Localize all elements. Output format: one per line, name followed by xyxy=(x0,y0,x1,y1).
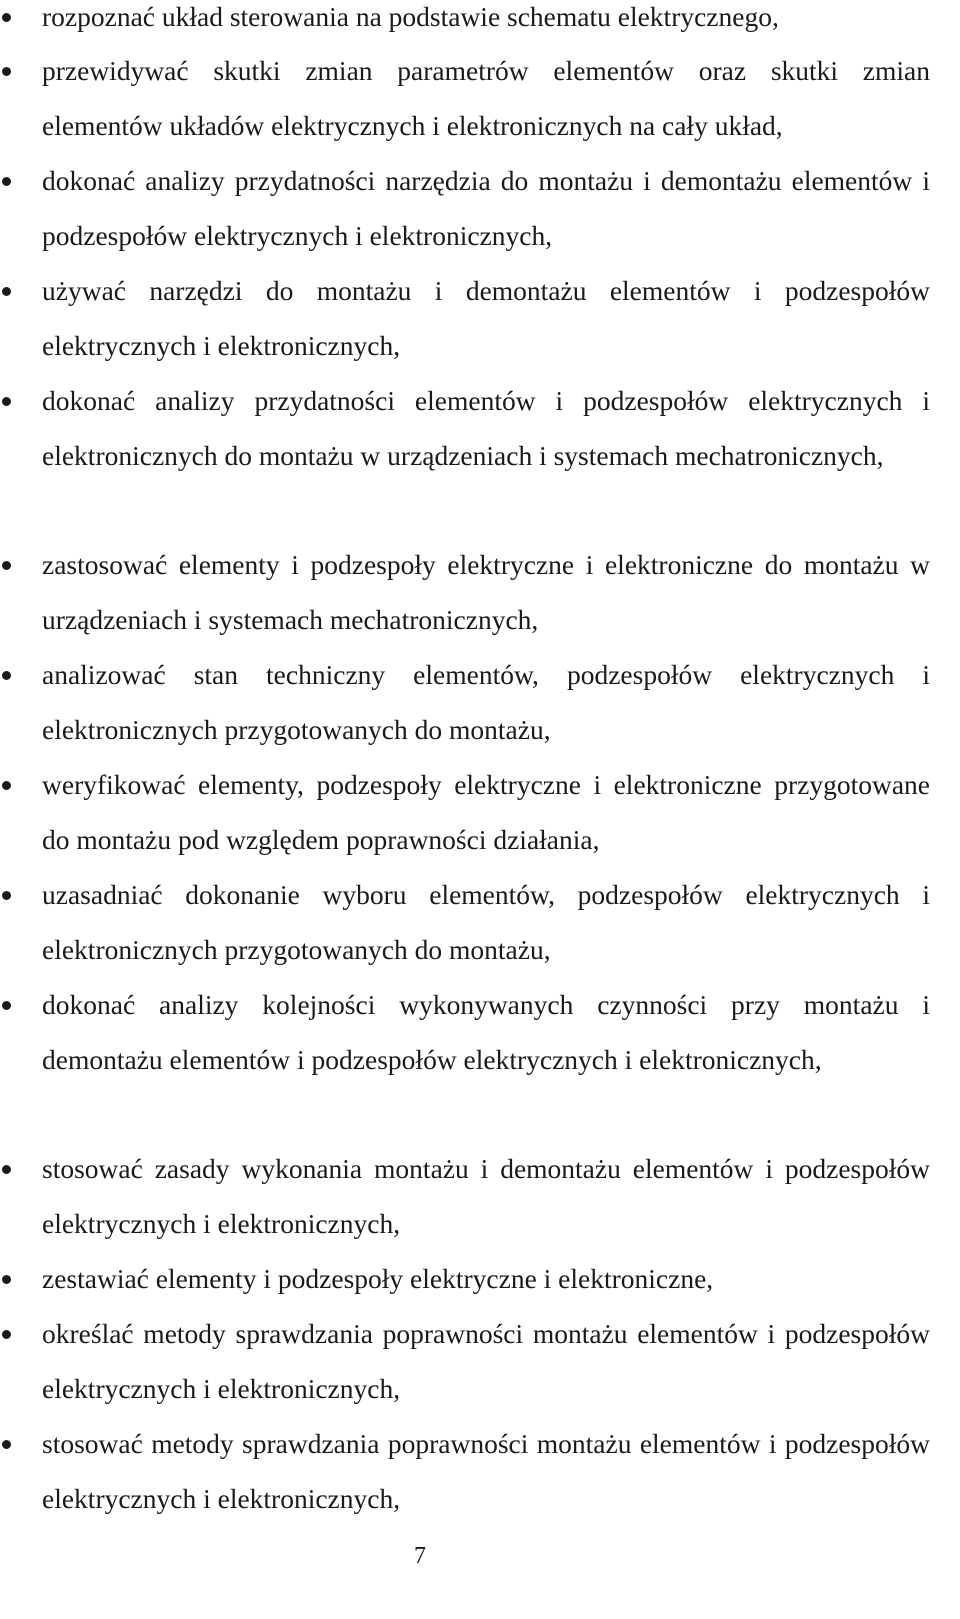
bullet-icon xyxy=(2,891,11,900)
bullet-icon xyxy=(2,13,11,22)
list-item xyxy=(0,1307,930,1416)
list-item xyxy=(0,374,930,483)
list-item-text: dokonać analizy przydatności narzędzia do montażu i demontażu elementów i podzespołów elektrycznych i elektronicznych, xyxy=(42,165,930,251)
list-item xyxy=(0,538,930,647)
list-item-text: analizować stan techniczny elementów, podzespołów elektrycznych i elektronicznych przygotowanych do montażu, xyxy=(42,659,930,745)
list-item-text: dokonać analizy przydatności elementów i podzespołów elektrycznych i elektronicznych do montażu w urządzeniach i systemach mechatronicznych, xyxy=(42,385,930,471)
bullet-icon xyxy=(2,1165,11,1174)
bullet-icon xyxy=(2,67,11,76)
bullet-icon xyxy=(2,287,11,296)
list-item-text: zestawiać elementy i podzespoły elektryczne i elektroniczne, xyxy=(42,1263,714,1294)
list-item-text: określać metody sprawdzania poprawności montażu elementów i podzespołów elektrycznych i elektronicznych, xyxy=(42,1318,930,1404)
list-item xyxy=(0,264,930,373)
bullet-icon xyxy=(2,561,11,570)
bullet-icon xyxy=(2,1440,11,1449)
list-item xyxy=(0,868,930,977)
list-item xyxy=(0,1417,930,1526)
bullet-icon xyxy=(2,177,11,186)
list-item-text: rozpoznać układ sterowania na podstawie schematu elektrycznego, xyxy=(42,1,779,32)
list-item xyxy=(0,978,930,1087)
bullet-icon xyxy=(2,781,11,790)
list-item xyxy=(0,154,930,263)
list-item xyxy=(0,0,930,45)
bullet-icon xyxy=(2,1275,11,1284)
list-item xyxy=(0,758,930,867)
list-item xyxy=(0,1252,930,1307)
list-item-text: używać narzędzi do montażu i demontażu elementów i podzespołów elektrycznych i elektronicznych, xyxy=(42,275,930,361)
list-item xyxy=(0,44,930,153)
bullet-icon xyxy=(2,397,11,406)
bullet-icon xyxy=(2,1001,11,1010)
list-item-text: zastosować elementy i podzespoły elektryczne i elektroniczne do montażu w urządzeniach i systemach mechatronicznych, xyxy=(42,549,930,635)
bullet-icon xyxy=(2,1330,11,1339)
bullet-icon xyxy=(2,671,11,680)
list-item-text: przewidywać skutki zmian parametrów elementów oraz skutki zmian elementów układów elektrycznych i elektronicznych na cały układ, xyxy=(42,55,930,141)
list-item xyxy=(0,1142,930,1251)
list-item-text: stosować metody sprawdzania poprawności montażu elementów i podzespołów elektrycznych i elektronicznych, xyxy=(42,1428,930,1514)
page-number: 7 xyxy=(414,1543,426,1569)
list-item xyxy=(0,648,930,757)
list-item-text: weryfikować elementy, podzespoły elektryczne i elektroniczne przygotowane do montażu pod względem poprawności działania, xyxy=(42,769,930,855)
list-item-text: dokonać analizy kolejności wykonywanych czynności przy montażu i demontażu elementów i podzespołów elektrycznych i elektronicznych, xyxy=(42,989,930,1075)
list-item-text: stosować zasady wykonania montażu i demontażu elementów i podzespołów elektrycznych i elektronicznych, xyxy=(42,1153,930,1239)
list-item-text: uzasadniać dokonanie wyboru elementów, podzespołów elektrycznych i elektronicznych przygotowanych do montażu, xyxy=(42,879,930,965)
